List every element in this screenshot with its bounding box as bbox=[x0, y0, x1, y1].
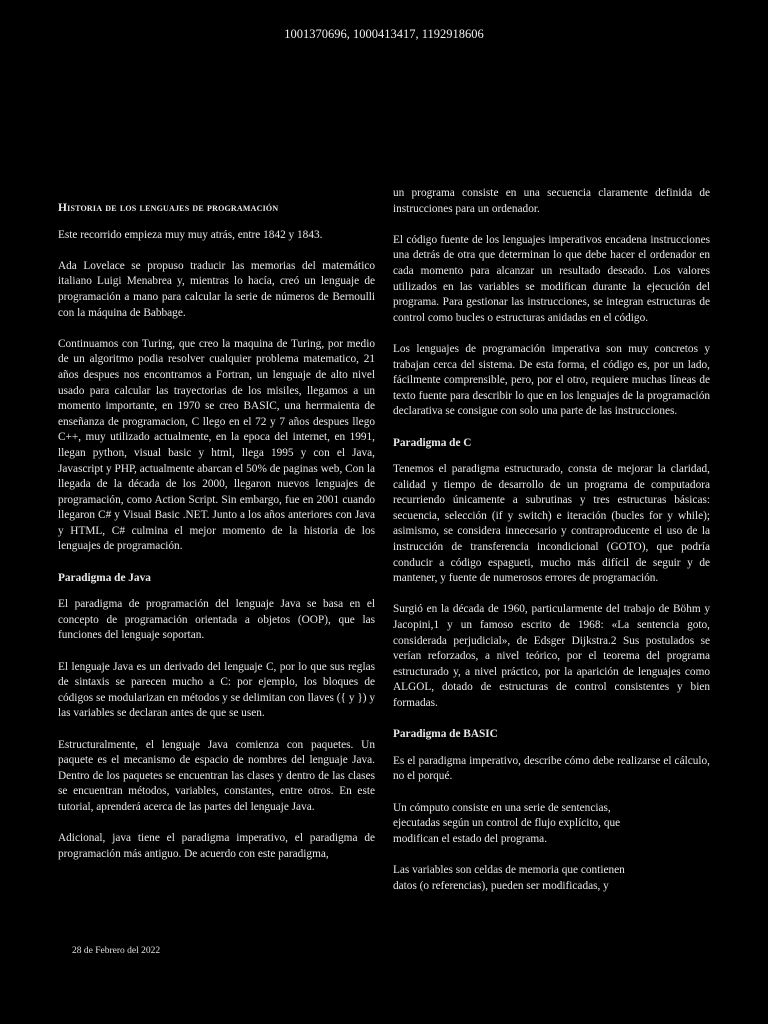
heading-basic: Paradigma de BASIC bbox=[393, 728, 498, 741]
document-title: Historia de los lenguajes de programación bbox=[58, 202, 279, 214]
paragraph-java-imperative: Adicional, java tiene el paradigma imperativo, el paradigma de programación más antiguo. De acuerdo con este paradigma, bbox=[58, 832, 375, 860]
paragraph-turing: Continuamos con Turing, que creo la maquina de Turing, por medio de un algoritmo podia resolver cualquier problema matematico, 21 años despues nos encontramos a Fortran, un lenguaje de alto nivel usado para calcular las trayectorias de los misiles, llegamos a un momento importante, en 1970 se creo BASIC, una herrmaienta de enseñanza de programacion, C llego en el 72 y 7 años despues llego C++, muy utilizado actualmente, en la epoca del internet, en 1991, llegan python, visual basic y html, llega 1995 y con el Java, Javascript y PHP, actualmente abarcan el 50% de paginas web, Con la llegada de la década de los 2000, llegaron nuevos lenguajes de programación, como Action Script. Sin embargo, fue en 2001 cuando llegaron C# y Visual Basic .NET. Junto a los años anteriores con Java y HTML, C# culmina el mejor momento de la historia de los lenguajes de programación. bbox=[58, 337, 375, 553]
right-column bbox=[393, 186, 710, 910]
paragraph-java-oop: El paradigma de programación del lenguaje Java se basa en el concepto de programación orientada a objetos (OOP), que las funciones del lenguaje soportan. bbox=[58, 598, 375, 642]
left-column bbox=[58, 201, 375, 878]
computation-line-3: modifican el estado del programa. bbox=[393, 832, 548, 845]
paragraph-java-structure: Estructuralmente, el lenguaje Java comienza con paquetes. Un paquete es el mecanismo de espacio de nombres del lenguaje Java. Dentro de los paquetes se encuentran las clases y dentro de las clases se encuentran métodos, variables, constantes, entre otros. En este tutorial, aprenderá acerca de las partes del lenguaje Java. bbox=[58, 738, 375, 813]
paragraph-intro: Este recorrido empieza muy muy atrás, entre 1842 y 1843. bbox=[58, 228, 323, 241]
heading-java: Paradigma de Java bbox=[58, 571, 151, 584]
footer-date: 28 de Febrero del 2022 bbox=[72, 946, 161, 956]
paragraph-source-code: El código fuente de los lenguajes imperativos encadena instrucciones una detrás de otra que determinan lo que debe hacer el ordenador en cada momento para alcanzar un resultado deseado. Los valores utilizados en las variables se modifican durante la ejecución del programa. Para gestionar las instrucciones, se integran estructuras de control como bucles o estructuras anidadas en el código. bbox=[393, 233, 710, 324]
paragraph-basic-imperative: Es el paradigma imperativo, describe cómo debe realizarse el cálculo, no el porqué. bbox=[393, 754, 710, 783]
paragraph-imperative-concrete: Los lenguajes de programación imperativa son muy concretos y trabajan cerca del sistema. De esta forma, el código es, por un lado, fácilmente comprensible, pero, por el otro, requiere muchas líneas de texto fuente para describir lo que en los lenguajes de la programación declarativa se consigue con solo una parte de las instrucciones. bbox=[393, 342, 710, 418]
paragraph-imperative-def: un programa consiste en una secuencia claramente definida de instrucciones para un ordenador. bbox=[393, 187, 710, 215]
paragraph-variables bbox=[393, 863, 710, 894]
paragraph-computation bbox=[393, 801, 710, 848]
variables-line-2: datos (o referencias), pueden ser modificadas, y bbox=[393, 879, 609, 892]
computation-line-1: Un cómputo consiste en una serie de sentencias, bbox=[393, 801, 611, 814]
variables-line-1: Las variables son celdas de memoria que contienen bbox=[393, 863, 625, 876]
paragraph-structured: Tenemos el paradigma estructurado, consta de mejorar la claridad, calidad y tiempo de desarrollo de un programa de computadora recurriendo únicamente a subrutinas y tres estructuras básicas: secuencia, selección (if y switch) e iteración (bucles for y while); asimismo, se considera innecesario y contraproducente el uso de la instrucción de transferencia incondicional (GOTO), que podría conducir a código espagueti, mucho más difícil de seguir y de mantener, y fuente de numerosos errores de programación. bbox=[393, 463, 710, 585]
computation-line-2: ejecutadas según un control de flujo explícito, que bbox=[393, 817, 621, 830]
paragraph-java-syntax: El lenguaje Java es un derivado del lenguaje C, por lo que sus reglas de sintaxis se parecen mucho a C: por ejemplo, los bloques de códigos se modularizan en métodos y se delimitan con llaves ({ y }) y las variables se declaran antes de que se usen. bbox=[58, 660, 375, 720]
heading-c: Paradigma de C bbox=[393, 436, 472, 449]
document-ids-header: 1001370696, 1000413417, 1192918606 bbox=[284, 27, 484, 41]
paragraph-lovelace: Ada Lovelace se propuso traducir las memorias del matemático italiano Luigi Menabrea y, mientras lo hacía, creó un lenguaje de programación a mano para calcular la serie de números de Bernoulli con la máquina de Babbage. bbox=[58, 259, 375, 319]
paragraph-history-1960: Surgió en la década de 1960, particularmente del trabajo de Böhm y Jacopini,1 y un famoso escrito de 1968: «La sentencia goto, considerada perjudicial», de Edsger Dijkstra.2 Sus postulados se verían reforzados, a nivel teórico, por el teorema del programa estructurado y, a nivel práctico, por la aparición de lenguajes como ALGOL, dotado de estructuras de control consistentes y bien formadas. bbox=[393, 603, 710, 709]
